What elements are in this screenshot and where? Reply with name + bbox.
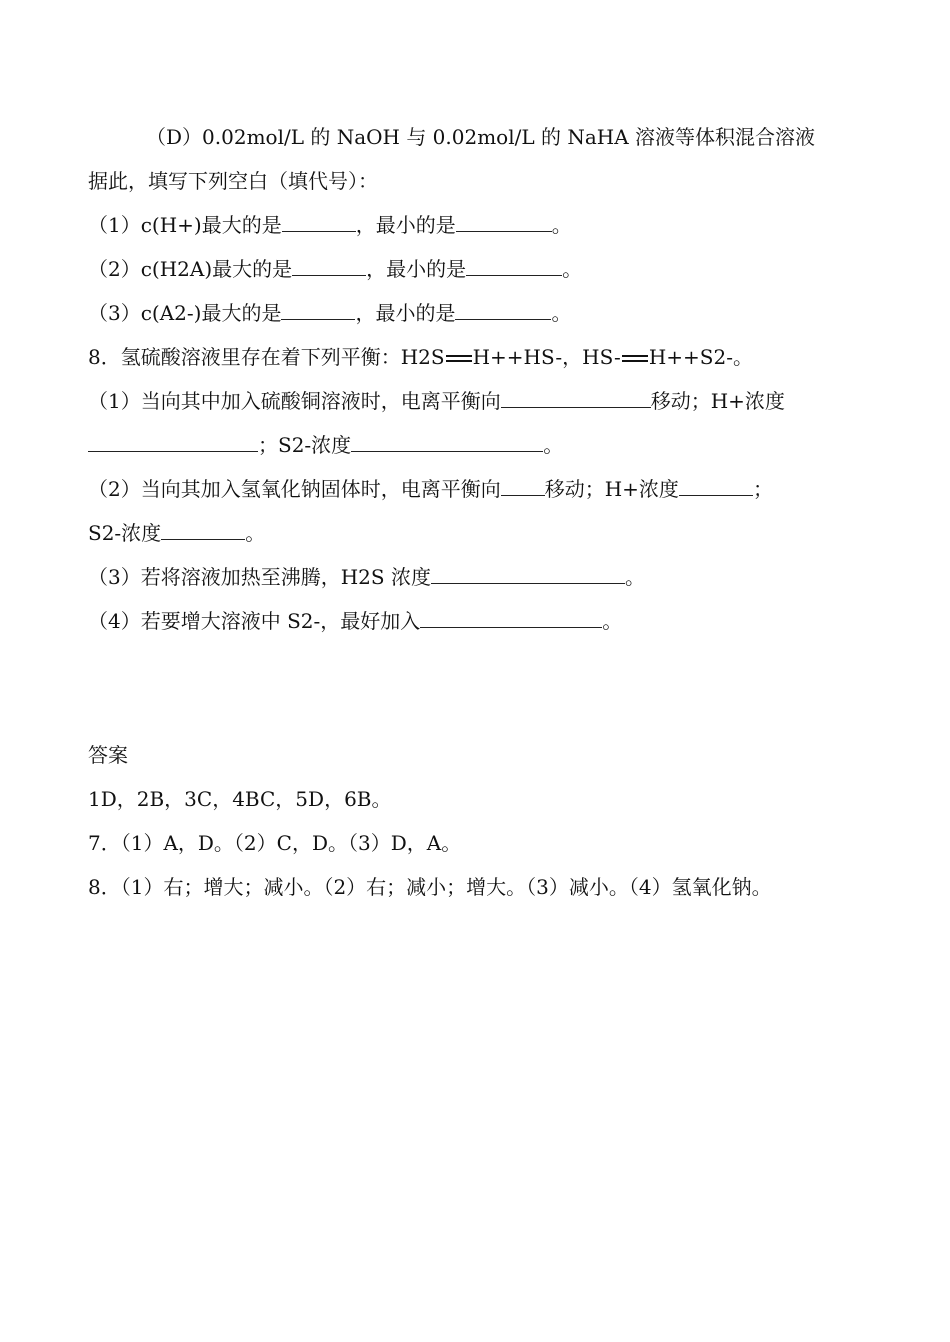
equilibrium-arrow-icon <box>446 352 472 366</box>
q7-sub2: （2）c(H2A)最大的是 ，最小的是 。 <box>88 257 583 281</box>
q8-part3: （3）若将溶液加热至沸腾，H2S 浓度 。 <box>88 565 645 589</box>
answers-title: 答案 <box>88 743 128 767</box>
q8-part1-line2: ；S2-浓度 。 <box>88 430 563 460</box>
answer-blank[interactable] <box>466 257 562 276</box>
answer-blank[interactable] <box>501 477 545 496</box>
q8-part2-line2: S2-浓度 。 <box>88 521 266 545</box>
q7-option-d: （D）0.02mol/L 的 NaOH 与 0.02mol/L 的 NaHA 溶液等体积混合溶液 <box>146 125 816 149</box>
answer-blank[interactable] <box>161 521 245 540</box>
answer-blank[interactable] <box>282 213 356 232</box>
answer-blank[interactable] <box>455 301 551 320</box>
q7-sub1: （1）c(H+)最大的是 ，最小的是 。 <box>88 213 572 237</box>
answer-blank[interactable] <box>88 433 258 452</box>
answers-line-1: 1D，2B，3C，4BC，5D，6B。 <box>88 787 392 811</box>
answers-line-2: 7．（1）A，D。（2）C，D。（3）D，A。 <box>88 831 462 855</box>
q8-part2-line1: （2）当向其加入氢氧化钠固体时，电离平衡向 移动；H+浓度 ； <box>88 477 773 501</box>
answer-blank[interactable] <box>281 301 355 320</box>
q8-part4: （4）若要增大溶液中 S2-，最好加入 。 <box>88 609 623 633</box>
answer-blank[interactable] <box>431 565 625 584</box>
answer-blank[interactable] <box>351 433 543 452</box>
q8-part1-line1: （1）当向其中加入硫酸铜溶液时，电离平衡向 移动；H+浓度 <box>88 389 785 413</box>
q8-stem: 8．氢硫酸溶液里存在着下列平衡：H2S H++HS-，HS- H++S2-。 <box>88 345 753 369</box>
answers-line-3: 8．（1）右；增大；减小。（2）右；减小；增大。（3）减小。（4）氢氧化钠。 <box>88 875 772 899</box>
answer-blank[interactable] <box>420 609 602 628</box>
q7-instruction: 据此，填写下列空白（填代号）： <box>88 169 378 193</box>
q7-sub3: （3）c(A2-)最大的是 ，最小的是 。 <box>88 301 572 325</box>
answer-blank[interactable] <box>456 213 552 232</box>
equilibrium-arrow-icon <box>622 352 648 366</box>
answer-blank[interactable] <box>679 477 753 496</box>
answer-blank[interactable] <box>292 257 366 276</box>
answer-blank[interactable] <box>501 389 651 408</box>
